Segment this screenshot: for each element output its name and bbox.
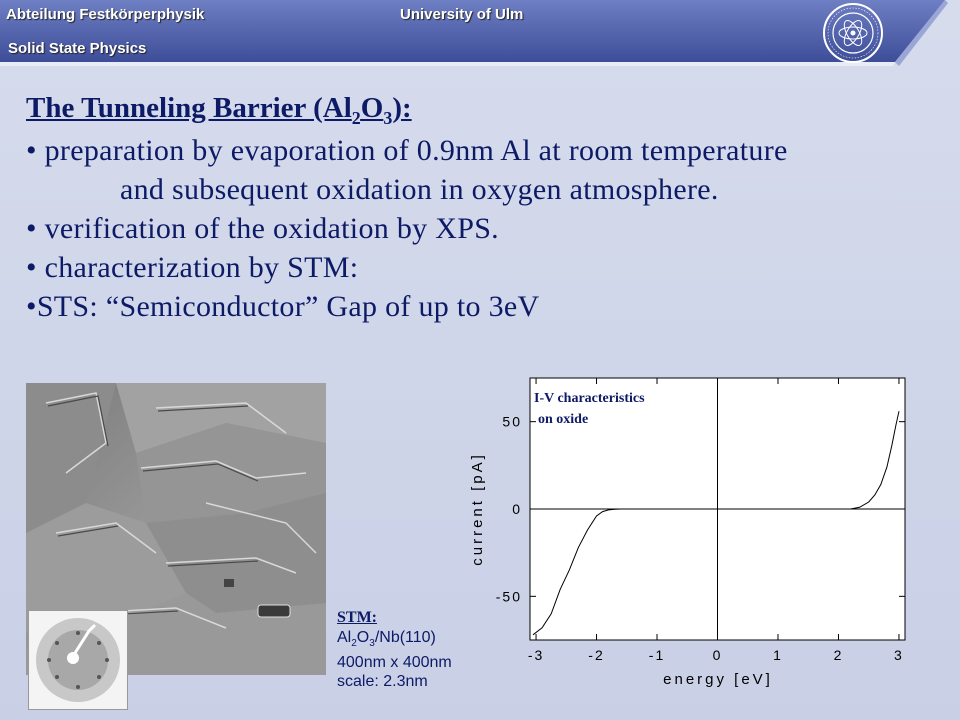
bullet-stm: • characterization by STM: [26,251,359,284]
header [0,0,960,70]
x-tick-label: -1 [648,647,666,663]
bullet-xps: • verification of the oxidation by XPS. [26,212,499,245]
department-en-label: Solid State Physics [8,40,147,57]
x-tick-label: -3 [527,647,545,663]
stm-caption-heading: STM: [337,609,377,626]
bullet-preparation-cont: and subsequent oxidation in oxygen atmosphere. [120,173,719,206]
y-axis-label: current [pA] [469,452,486,566]
y-tick-label: -50 [495,588,522,605]
x-axis-label: energy [eV] [663,671,773,688]
iv-chart-panel [460,372,920,702]
x-tick-label: 3 [894,647,904,663]
department-label: Abteilung Festkörperphysik [6,6,205,23]
y-tick-label: 0 [512,501,522,517]
stm-caption-scale: scale: 2.3nm [337,673,428,691]
slide-title: The Tunneling Barrier $(Al_2O_3)$: [26,92,412,128]
stm-caption [337,608,452,691]
x-tick-label: 2 [833,647,844,663]
university-seal-icon [822,2,884,64]
leed-pattern-inset [28,610,128,710]
x-tick-label: 0 [712,647,723,663]
bullet-preparation: • preparation by evaporation of 0.9nm Al at room temperature [26,134,788,167]
bullet-sts: •STS: “Semiconductor” Gap of up to 3eV [26,290,540,323]
stm-caption-size: 400nm x 400nm [337,654,452,672]
stm-caption-sample: $Al_2O_3/Nb(110)$ [337,629,436,650]
x-tick-label: 1 [773,647,783,663]
university-label: University of Ulm [400,6,524,23]
chart-title: I-V characteristics on oxide [534,391,645,427]
y-tick-label: 50 [502,413,522,430]
x-tick-label: -2 [588,647,605,663]
iv-chart [460,372,920,702]
